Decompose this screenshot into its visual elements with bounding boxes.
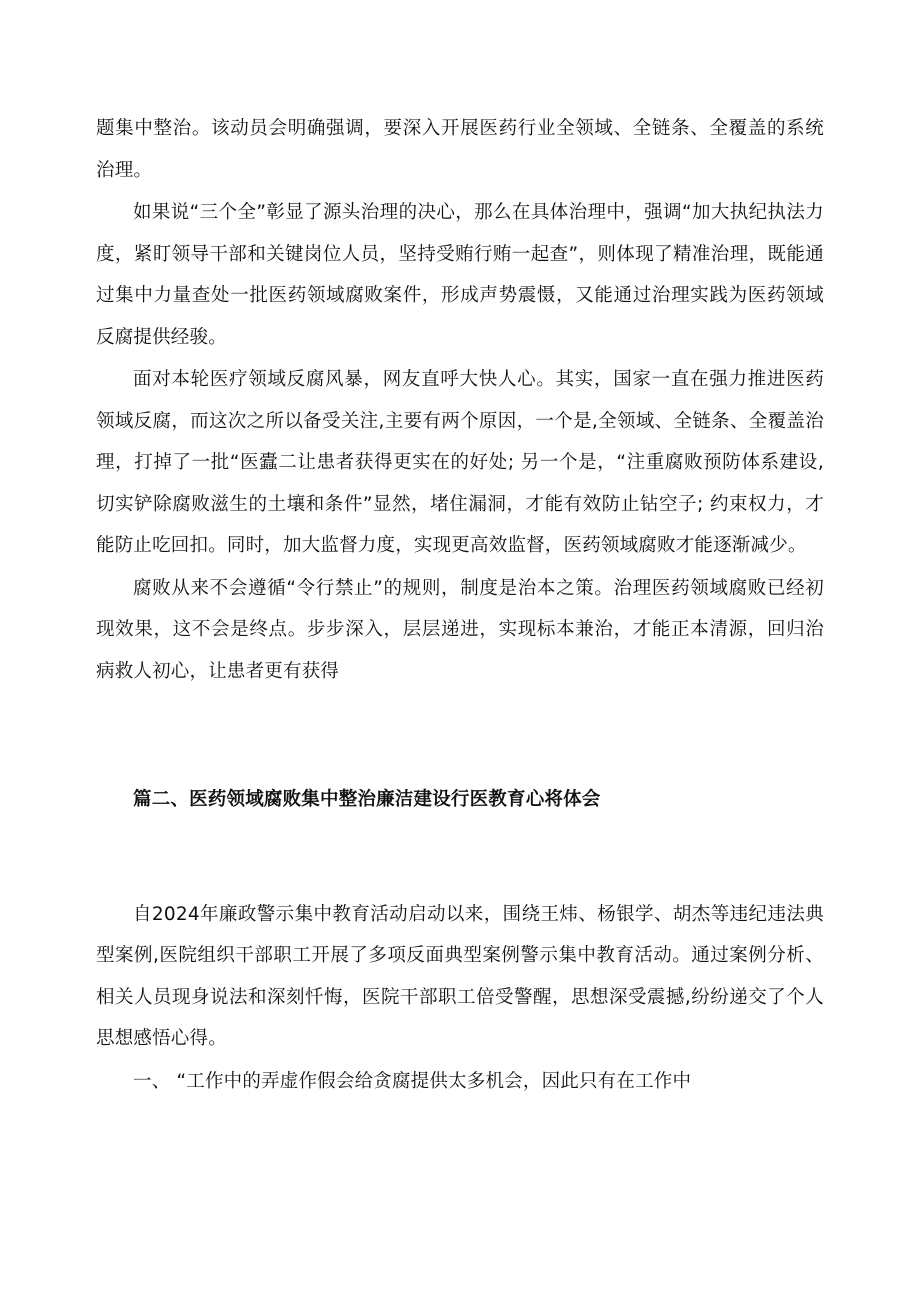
paragraph: 面对本轮医疗领域反腐风暴，网友直呼大快人心。其实，国家一直在强力推进医药领域反腐，而这次之所以备受关注,主要有两个原因，一个是,全领域、全链条、全覆盖治理，打掉了一批“医蠹二让患者获得更实在的好处; 另一个是，“注重腐败预防体系建设,切实铲除腐败滋生的土壤和条件”显然，堵住漏洞，才能有效防止钻空子; 约束权力，才能防止吃回扣。同时，加大监督力度，实现更高效监督，医药领域腐败才能逐渐减少。 bbox=[96, 369, 824, 556]
heading-spacer bbox=[96, 822, 824, 894]
section-heading: 篇二、医药领域腐败集中整治廉洁建设行医教育心将体会 bbox=[133, 789, 601, 810]
paragraph: 腐败从来不会遵循“令行禁止”的规则，制度是治本之策。治理医药领域腐败已经初现效果，这不会是终点。步步深入，层层递进，实现标本兼治，才能正本清源，回归治病救人初心，让患者更有获得 bbox=[96, 577, 824, 682]
paragraph: 如果说“三个全”彰显了源头治理的决心，那么在具体治理中，强调“加大执纪执法力度，紧盯领导干部和关键岗位人员，坚持受贿行贿一起查”，则体现了精准治理，既能通过集中力量查处一批医药领域腐败案件，形成声势震慑，又能通过治理实践为医药领域反腐提供经骏。 bbox=[96, 202, 824, 348]
section-spacer bbox=[96, 693, 824, 779]
document-body bbox=[96, 108, 824, 1102]
paragraph: 自2024年廉政警示集中教育活动启动以来，围绕王炜、杨银学、胡杰等违纪违法典型案例,医院组织干部职工开展了多项反面典型案例警示集中教育活动。通过案例分析、相关人员现身说法和深刻忏悔，医院干部职工倍受警醒，思想深受震撼,纷纷递交了个人思想感悟心得。 bbox=[96, 903, 824, 1049]
paragraph: 一、 “工作中的弄虚作假会给贪腐提供太多机会，因此只有在工作中 bbox=[133, 1070, 692, 1092]
paragraph: 题集中整治。该动员会明确强调，要深入开展医药行业全领域、全链条、全覆盖的系统治理。 bbox=[96, 118, 824, 181]
